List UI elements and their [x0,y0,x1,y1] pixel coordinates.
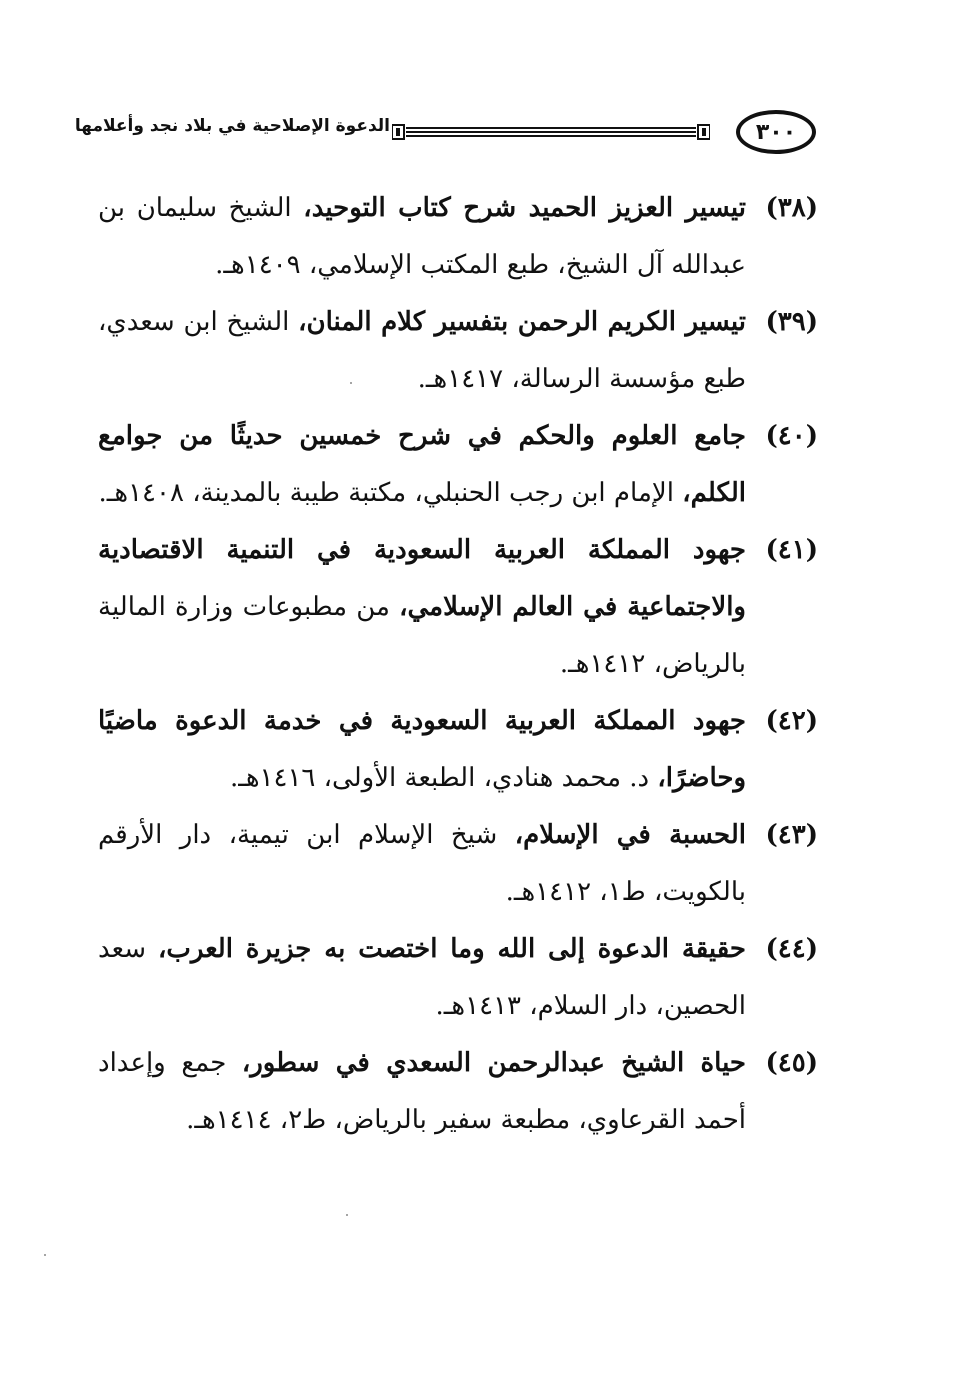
entry-number: (٤٣) [765,820,818,850]
bibliography-entry [98,522,818,693]
bibliography-entry [98,693,818,807]
scan-speck [346,1214,348,1216]
page-number: ٣٠٠ [736,110,816,154]
entry-number: (٣٩) [765,307,818,337]
entry-title: جهود المملكة العربية السعودية في خدمة الدعوة ماضيًا وحاضرًا، [98,706,746,793]
entry-title: جامع العلوم والحكم في شرح خمسين حديثًا من جوامع الكلم، [98,421,746,508]
entry-number: (٣٨) [765,193,818,223]
entry-number: (٤١) [765,535,818,565]
entry-number: (٤٠) [765,421,818,451]
bibliography-entry [98,408,818,522]
entry-details: الإمام ابن رجب الحنبلي، مكتبة طيبة بالمدينة، ١٤٠٨هـ. [98,478,674,508]
bibliography-entry [98,1035,818,1149]
running-title: الدعوة الإصلاحية في بلاد نجد وأعلامها [74,116,390,136]
entry-title: جهود المملكة العربية السعودية في التنمية الاقتصادية والاجتماعية في العالم الإسلامي، [98,535,746,622]
scan-speck [350,382,352,384]
entry-details: جمع وإعداد أحمد القرعاوي، مطبعة سفير بالرياض، ط٢، ١٤١٤هـ. [98,1048,746,1135]
entry-title: حياة الشيخ عبدالرحمن السعدي في سطور، [241,1048,746,1078]
entry-details: من مطبوعات وزارة المالية بالرياض، ١٤١٢هـ. [98,592,746,679]
entry-details: الشيخ سليمان بن عبدالله آل الشيخ، طبع المكتب الإسلامي، ١٤٠٩هـ. [98,193,746,280]
entry-details: د. محمد هنادي، الطبعة الأولى، ١٤١٦هـ. [229,763,650,793]
header-rule [392,124,710,140]
bibliography-list [98,180,818,1149]
entry-title: تيسير الكريم الرحمن بتفسير كلام المنان، [298,307,747,337]
entry-number: (٤٥) [765,1048,818,1078]
entry-number: (٤٢) [765,706,818,736]
bibliography-entry [98,294,818,408]
entry-details: شيخ الإسلام ابن تيمية، دار الأرقم بالكويت، ط١، ١٤١٢هـ. [98,820,746,907]
entry-title: الحسبة في الإسلام، [514,820,746,850]
entry-title: تيسير العزيز الحميد شرح كتاب التوحيد، [303,193,747,223]
entry-details: سعد الحصين، دار السلام، ١٤١٣هـ. [98,934,746,1021]
entry-number: (٤٤) [765,934,818,964]
scan-speck [44,1254,46,1256]
page-header [74,108,816,160]
entry-details: الشيخ ابن سعدي، طبع مؤسسة الرسالة، ١٤١٧هـ. [98,307,746,394]
bibliography-entry [98,807,818,921]
entry-title: حقيقة الدعوة إلى الله وما اختصت به جزيرة العرب، [158,934,746,964]
bibliography-entry [98,921,818,1035]
bibliography-entry [98,180,818,294]
